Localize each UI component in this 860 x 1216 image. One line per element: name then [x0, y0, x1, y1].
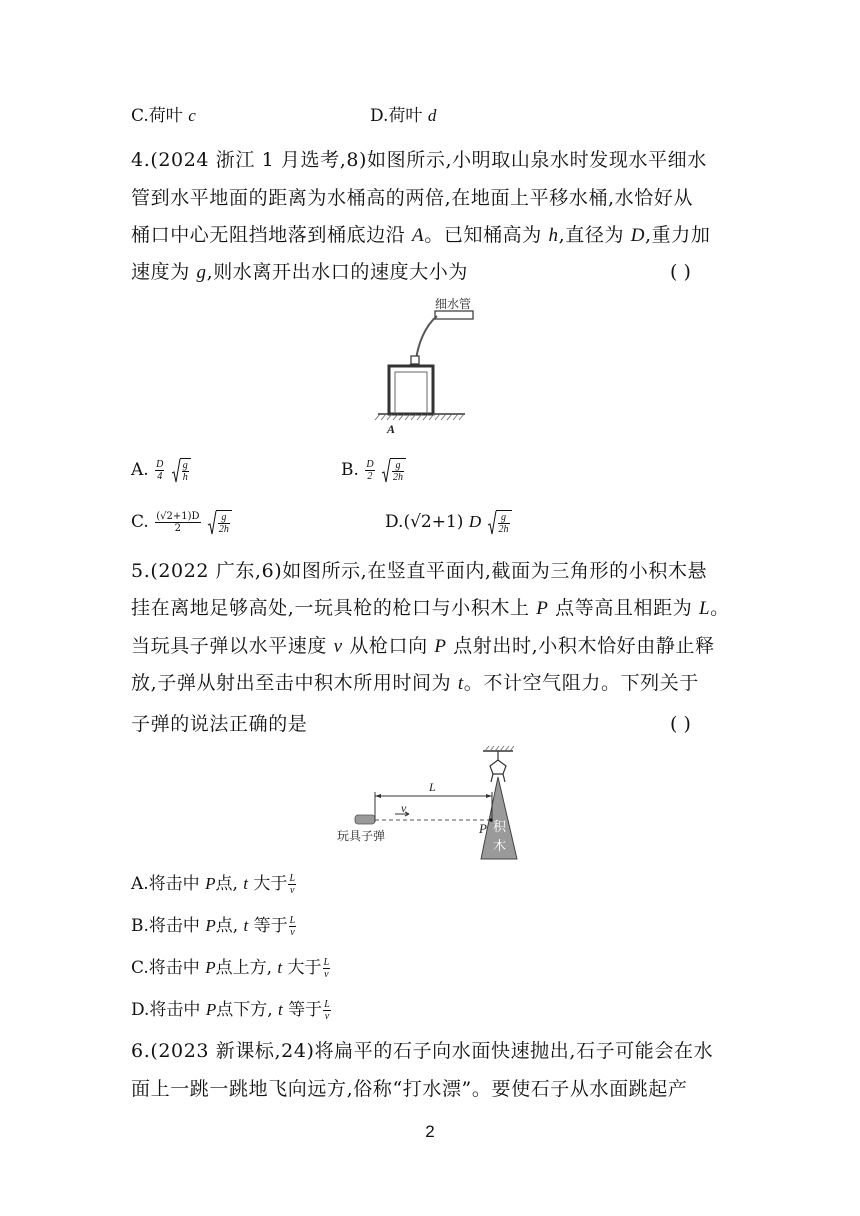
q5-line-1: 5.(2022 广东,6)如图所示,在竖直平面内,截面为三角形的小积木悬: [131, 560, 708, 582]
q5-option-c[interactable]: C.将击中 P点上方, t 大于 $\frac{L}{v}$: [131, 957, 330, 980]
label-L: L: [429, 780, 436, 794]
q4-bucket-figure: [370, 296, 500, 438]
q4-answer-blank: ( ): [670, 261, 691, 283]
q3-option-d-var: d: [427, 106, 437, 125]
label-P: P: [479, 821, 487, 836]
q5-answer-blank: ( ): [670, 713, 691, 735]
q5-option-b[interactable]: B.将击中 P点, t 等于 $\frac{L}{v}$: [131, 915, 296, 938]
q4-line-2: 管到水平地面的距离为水桶高的两倍,在地面上平移水桶,水恰好从: [131, 187, 694, 209]
q3-option-d: D.荷叶 d: [370, 106, 437, 126]
q4-line-4: 速度为 g,则水离开出水口的速度大小为: [131, 261, 469, 283]
pipe-nozzle: [435, 311, 473, 319]
q4-line-3: 桶口中心无阻挡地落到桶底边沿 A。已知桶高为 h,直径为 D,重力加: [131, 224, 711, 246]
label-block-2: 木: [493, 839, 507, 854]
q5-line-4: 放,子弹从射出至击中积木所用时间为 t。不计空气阻力。下列关于: [131, 672, 699, 694]
point-a-label: A: [387, 422, 396, 436]
q6-line-2: 面上一跳一跳地飞向远方,俗称“打水漂”。要使石子从水面跳起产: [131, 1078, 688, 1100]
q5-line-3: 当玩具子弹以水平速度 v 从枪口向 P 点射出时,小积木恰好由静止释: [131, 635, 715, 657]
q3-option-c: C.荷叶 c: [131, 106, 196, 126]
q4-option-b[interactable]: B. $\frac{D}{2}$ $\frac{g}{2h}$: [341, 458, 406, 483]
q5-line-5: 子弹的说法正确的是: [131, 713, 308, 735]
q3-option-c-var: c: [188, 106, 196, 125]
q4-option-a[interactable]: A. $\frac{D}{4}$ $\frac{g}{h}$: [131, 458, 191, 483]
q4-line-1: 4.(2024 浙江 1 月选考,8)如图所示,小明取山泉水时发现水平细水: [131, 149, 707, 171]
page-number: 2: [425, 1122, 435, 1141]
toy-bullet: [355, 815, 375, 824]
nozzle-box: [411, 356, 419, 364]
bucket: [389, 366, 433, 414]
label-bullet: 玩具子弹: [337, 829, 386, 843]
q5-line-2: 挂在离地足够高处,一玩具枪的枪口与小积木上 P 点等高且相距为 L。: [131, 597, 730, 619]
q5-option-d[interactable]: D.将击中 P点下方, t 等于 $\frac{L}{v}$: [131, 999, 330, 1022]
label-block-1: 积: [493, 820, 507, 835]
q5-option-a[interactable]: A.将击中 P点, t 大于 $\frac{L}{v}$: [131, 873, 295, 896]
q4-option-c[interactable]: C. $\frac{(√2+1)D}{2}$ $\frac{g}{2h}$: [131, 510, 232, 535]
pipe-hose: [416, 316, 437, 360]
clamp: [490, 760, 506, 774]
q6-line-1: 6.(2023 新课标,24)将扁平的石子向水面快速抛出,石子可能会在水: [131, 1040, 714, 1062]
q4-option-d[interactable]: D.(√2+1) D $\frac{g}{2h}$: [385, 510, 512, 535]
label-v: v: [401, 801, 407, 815]
q5-block-figure: [335, 744, 535, 862]
pipe-label: 细水管: [435, 297, 472, 311]
